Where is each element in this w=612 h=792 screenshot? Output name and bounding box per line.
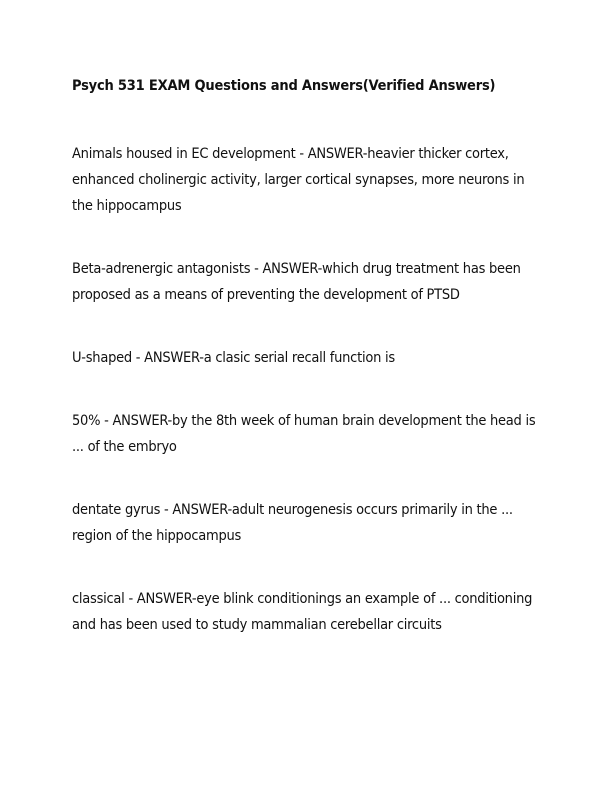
page-title: Psych 531 EXAM Questions and Answers(Verified Answers) [72,78,496,94]
qa-entry-u-shaped: U-shaped - ANSWER-a clasic serial recall function is [72,350,395,366]
qa-entry-fifty-percent: 50% - ANSWER-by the 8th week of human brain development the head is ... of the embryo [72,413,536,455]
qa-entry-ec-development: Animals housed in EC development - ANSWER-heavier thicker cortex, enhanced cholinergic activity, larger cortical synapses, more neurons in the hippocampus [72,146,525,214]
qa-entry-beta-adrenergic: Beta-adrenergic antagonists - ANSWER-which drug treatment has been proposed as a means of preventing the development of PTSD [72,261,521,303]
qa-entry-classical: classical - ANSWER-eye blink conditionings an example of ... conditioning and has been used to study mammalian cerebellar circuits [72,591,533,633]
document-body [72,74,540,638]
qa-entry-dentate-gyrus: dentate gyrus - ANSWER-adult neurogenesis occurs primarily in the ... region of the hippocampus [72,502,513,544]
